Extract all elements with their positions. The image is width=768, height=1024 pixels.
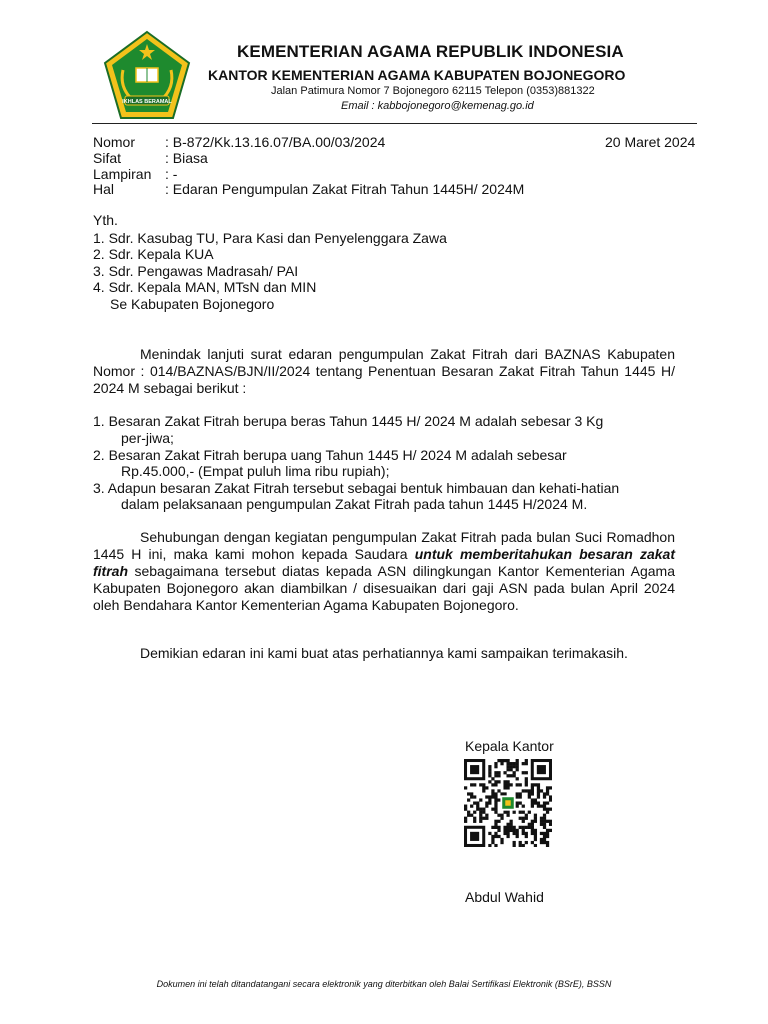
office-address: Jalan Patimura Nomor 7 Bojonegoro 62115 Telepon (0353)881322: [271, 85, 595, 97]
sifat-value: : Biasa: [165, 150, 208, 166]
office-email: Email : kabbojonegoro@kemenag.go.id: [341, 100, 534, 112]
hal-value: : Edaran Pengumpulan Zakat Fitrah Tahun 1445H/ 2024M: [165, 181, 525, 197]
recipient-region: Se Kabupaten Bojonegoro: [110, 296, 275, 312]
point-2-line2: Rp.45.000,- (Empat puluh lima ribu rupiah);: [121, 463, 390, 479]
svg-text:IKHLAS BERAMAL: IKHLAS BERAMAL: [122, 99, 172, 105]
point-3-line2: dalam pelaksanaan pengumpulan Zakat Fitrah pada tahun 1445 H/2024 M.: [121, 496, 588, 512]
lampiran-value: : -: [165, 166, 178, 182]
intro-paragraph: Menindak lanjuti surat edaran pengumpulan Zakat Fitrah dari BAZNAS Kabupaten Nomor : 014/BAZNAS/BJN/II/2024 tentang Penentuan Besaran Zakat Fitrah Tahun 1445 H/ 2024 M sebagai berikut :: [93, 346, 675, 396]
meta-lampiran: [93, 166, 177, 182]
request-emphasis: untuk memberitahukan besaran zakat fitrah: [93, 546, 675, 579]
request-text-end: sebagaimana tersebut diatas kepada ASN dilingkungan Kantor Kementerian Agama Kabupaten Bojonegoro akan diambilkan / disesuaikan dari gaji ASN pada bulan April 2024 oleh Bendahara Kantor Kementerian Agama Kabupaten Bojonegoro.: [93, 563, 675, 613]
signatory-title: Kepala Kantor: [465, 738, 554, 754]
ministry-title: KEMENTERIAN AGAMA REPUBLIK INDONESIA: [237, 42, 624, 61]
nomor-label: Nomor: [93, 134, 136, 150]
letter-date: 20 Maret 2024: [605, 134, 696, 150]
recipient-item: 4. Sdr. Kepala MAN, MTsN dan MIN: [93, 279, 317, 295]
point-3-line1: 3. Adapun besaran Zakat Fitrah tersebut sebagai bentuk himbauan dan kehati-hatian: [93, 480, 620, 496]
signatory-name: Abdul Wahid: [465, 889, 544, 905]
point-1-line1: 1. Besaran Zakat Fitrah berupa beras Tahun 1445 H/ 2024 M adalah sebesar 3 Kg: [93, 413, 604, 429]
hal-label: Hal: [93, 181, 115, 197]
point-1-line2: per-jiwa;: [121, 430, 174, 446]
nomor-value: : B-872/Kk.13.16.07/BA.00/03/2024: [165, 134, 386, 150]
office-title: KANTOR KEMENTERIAN AGAMA KABUPATEN BOJONEGORO: [208, 67, 626, 83]
meta-hal: [93, 181, 524, 197]
e-signature-notice: Dokumen ini telah ditandatangani secara elektronik yang diterbitkan oleh Balai Sertifikasi Elektronik (BSrE), BSSN: [156, 979, 612, 989]
closing-paragraph: Demikian edaran ini kami buat atas perhatiannya kami sampaikan terimakasih.: [140, 645, 628, 661]
recipient-item: 3. Sdr. Pengawas Madrasah/ PAI: [93, 263, 299, 279]
recipient-salutation: Yth.: [93, 212, 118, 228]
meta-nomor: [93, 134, 385, 150]
request-text-start: Sehubungan dengan kegiatan pengumpulan Zakat Fitrah pada bulan Suci Romadhon 1445 H ini, maka kami mohon kepada Saudara: [93, 529, 675, 562]
meta-sifat: [93, 150, 208, 166]
recipient-item: 2. Sdr. Kepala KUA: [93, 246, 214, 262]
lampiran-label: Lampiran: [93, 166, 152, 182]
sifat-label: Sifat: [93, 150, 122, 166]
kemenag-logo: [103, 30, 191, 120]
point-2-line1: 2. Besaran Zakat Fitrah berupa uang Tahun 1445 H/ 2024 M adalah sebesar: [93, 447, 567, 463]
recipient-item: 1. Sdr. Kasubag TU, Para Kasi dan Penyelenggara Zawa: [93, 230, 447, 246]
qr-code-signature: [464, 759, 552, 847]
request-paragraph: [93, 529, 675, 614]
letterhead-divider: [92, 123, 697, 124]
